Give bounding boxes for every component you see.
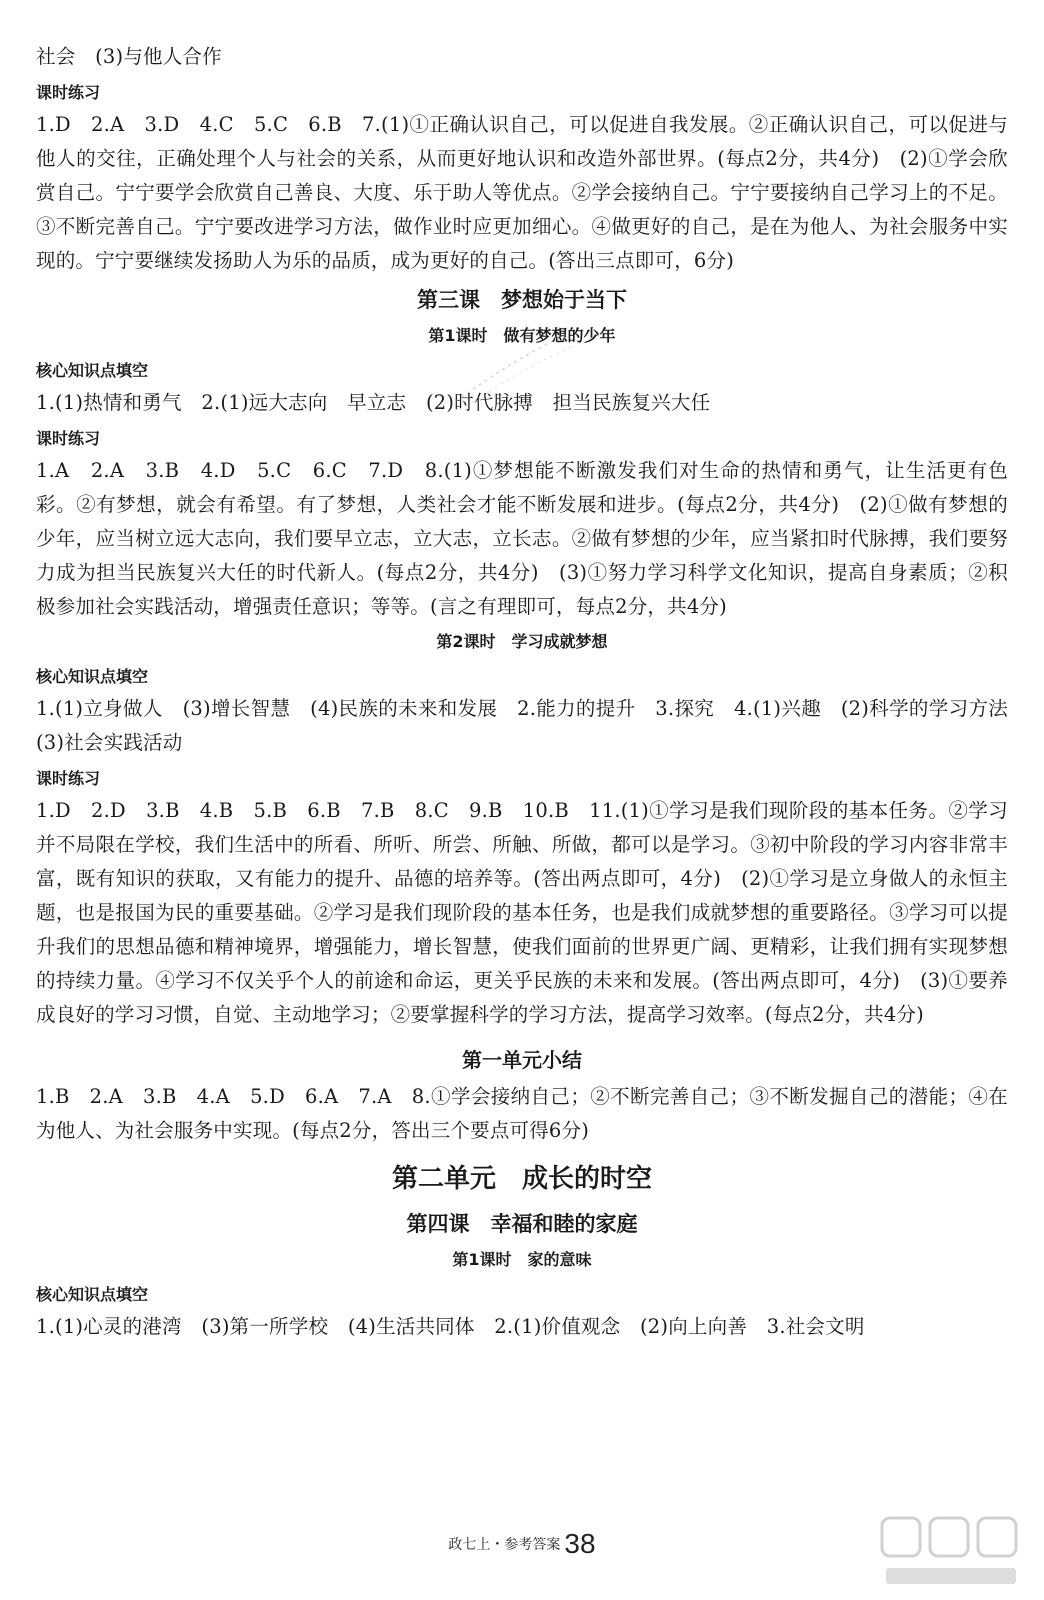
period-title: 第1课时 家的意味 bbox=[452, 1250, 592, 1269]
intro-line: 社会 (3)与他人合作 bbox=[36, 45, 222, 68]
watermark-logo-icon bbox=[876, 1512, 1026, 1592]
practice-answer: 1.D 2.A 3.D 4.C 5.C 6.B 7.(1)①正确认识自己，可以促进自我发展。②正确认识自己，可以促进与他人的交往，正确处理个人与社会的关系，从而更好地认识和改造外部世界。(每点2分，共4分) (2)①学会欣赏自己。宁宁要学会欣赏自己善良、大度、乐于助人等优点。②学会接纳自己。宁宁要接纳自己学习上的不足。③不断完善自己。宁宁要改进学习方法，做作业时应更加细心。④做更好的自己，是在为他人、为社会服务中实现的。宁宁要继续发扬助人为乐的品质，成为更好的自己。(答出三点即可，6分) bbox=[36, 113, 1008, 272]
lesson-title: 第三课 梦想始于当下 bbox=[417, 288, 627, 312]
core-knowledge-answer: 1.(1)立身做人 (3)增长智慧 (4)民族的未来和发展 2.能力的提升 3.探究 4.(1)兴趣 (2)科学的学习方法 (3)社会实践活动 bbox=[36, 697, 1028, 754]
core-knowledge-label: 核心知识点填空 bbox=[36, 1285, 149, 1304]
core-knowledge-answer: 1.(1)心灵的港湾 (3)第一所学校 (4)生活共同体 2.(1)价值观念 (2)向上向善 3.社会文明 bbox=[36, 1315, 865, 1338]
footer-subject: 政七上・参考答案 bbox=[448, 1537, 561, 1553]
practice-label: 课时练习 bbox=[36, 429, 101, 448]
unit-summary-title: 第一单元小结 bbox=[462, 1048, 582, 1072]
core-knowledge-answer: 1.(1)热情和勇气 2.(1)远大志向 早立志 (2)时代脉搏 担当民族复兴大任 bbox=[36, 391, 711, 414]
unit-summary-answer: 1.B 2.A 3.B 4.A 5.D 6.A 7.A 8.①学会接纳自己；②不断完善自己；③不断发掘自己的潜能；④在为他人、为社会服务中实现。(每点2分，答出三个要点可得6分) bbox=[36, 1085, 1008, 1142]
pencil-mark-decoration bbox=[440, 325, 580, 415]
unit-title: 第二单元 成长的时空 bbox=[391, 1164, 652, 1194]
practice-label: 课时练习 bbox=[36, 83, 101, 102]
core-knowledge-label: 核心知识点填空 bbox=[36, 361, 149, 380]
practice-answer: 1.A 2.A 3.B 4.D 5.C 6.C 7.D 8.(1)①梦想能不断激发我们对生命的热情和勇气，让生活更有色彩。②有梦想，就会有希望。有了梦想，人类社会才能不断发展和进步。(每点2分，共4分) (2)①做有梦想的少年，应当树立远大志向，我们要早立志，立大志，立长志。②做有梦想的少年，应当紧扣时代脉搏，我们要努力成为担当民族复兴大任的时代新人。(每点2分，共4分) (3)①努力学习科学文化知识，提高自身素质；②积极参加社会实践活动，增强责任意识；等等。(言之有理即可，每点2分，共4分) bbox=[36, 459, 1008, 618]
answer-page bbox=[36, 40, 1028, 1344]
practice-answer: 1.D 2.D 3.B 4.B 5.B 6.B 7.B 8.C 9.B 10.B 11.(1)①学习是我们现阶段的基本任务。②学习并不局限在学校，我们生活中的所看、所听、所尝、所触、所做，都可以是学习。③初中阶段的学习内容非常丰富，既有知识的获取，又有能力的提升、品德的培养等。(答出两点即可，4分) (2)①学习是立身做人的永恒主题，也是报国为民的重要基础。②学习是我们现阶段的基本任务，也是我们成就梦想的重要路径。③学习可以提升我们的思想品德和精神境界，增强能力，增长智慧，使我们面前的世界更广阔、更精彩，让我们拥有实现梦想的持续力量。④学习不仅关乎个人的前途和命运，更关乎民族的未来和发展。(答出两点即可，4分) (3)①要养成良好的学习习惯，自觉、主动地学习；②要掌握科学的学习方法，提高学习效率。(每点2分，共4分) bbox=[36, 799, 1008, 1026]
period-title: 第2课时 学习成就梦想 bbox=[436, 632, 608, 651]
period-title: 第1课时 做有梦想的少年 bbox=[428, 326, 616, 345]
practice-label: 课时练习 bbox=[36, 769, 101, 788]
lesson-title: 第四课 幸福和睦的家庭 bbox=[406, 1212, 638, 1236]
core-knowledge-label: 核心知识点填空 bbox=[36, 667, 149, 686]
page-number: 38 bbox=[564, 1528, 596, 1559]
